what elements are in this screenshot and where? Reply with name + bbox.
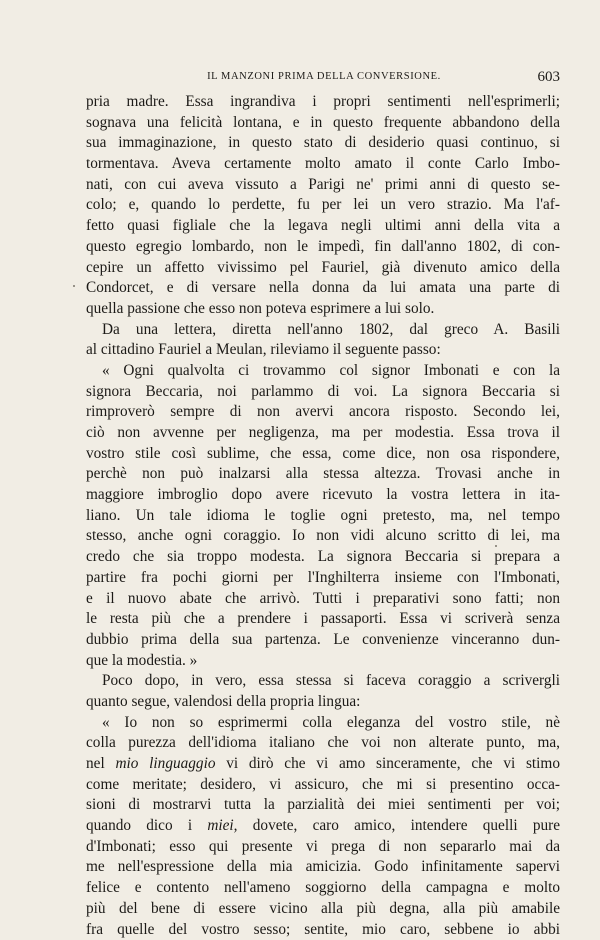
- emphasis-text: mio linguaggio: [115, 755, 215, 772]
- text-line: stesso, anche ogni coraggio. Io non vidi alcuno scritto di lei, ma: [86, 526, 560, 547]
- text-line: rimproverò sempre di non avervi ancora risposto. Secondo lei,: [86, 402, 560, 423]
- text-fragment: vi dirò che vi amo sinceramente, che vi stimo: [226, 755, 560, 772]
- paper-speck: [495, 545, 497, 547]
- text-fragment: nel: [86, 755, 105, 772]
- text-line: fra quelle del vostro sesso; sentite, mio caro, sebbene io abbi: [86, 920, 560, 940]
- text-line: Poco dopo, in vero, essa stessa si faceva coraggio a scrivergli: [86, 671, 560, 692]
- text-line: sognava una felicità lontana, e in questo frequente abbandono della: [86, 113, 560, 134]
- text-line: d'Imbonati; esso qui presente vi prega di non separarlo mai da: [86, 837, 560, 858]
- text-line: sua immaginazione, in questo stato di desiderio quasi continuo, si: [86, 133, 560, 154]
- text-line: signora Beccaria, noi parlammo di voi. La signora Beccaria si: [86, 382, 560, 403]
- text-line: nati, con cui aveva vissuto a Parigi ne' primi anni di questo se-: [86, 175, 560, 196]
- text-line: le resta più che a prendere i passaporti. Essa vi scriverà senza: [86, 609, 560, 630]
- text-line-mixed: [86, 754, 560, 775]
- text-line: me nell'espressione della mia amicizia. Godo infinitamente sapervi: [86, 857, 560, 878]
- text-line: liano. Un tale idioma le toglie ogni pretesto, ma, nel tempo: [86, 506, 560, 527]
- text-line: al cittadino Fauriel a Meulan, rileviamo il seguente passo:: [86, 340, 560, 361]
- text-line: « Io non so esprimermi colla eleganza del vostro stile, nè: [86, 713, 560, 734]
- text-line: que la modestia. »: [86, 651, 560, 672]
- text-line: colo; e, quando lo perdette, fu per lei un vero strazio. Ma l'af-: [86, 195, 560, 216]
- text-line: sioni di mostrarvi tutta la parzialità dei miei sentimenti per voi;: [86, 795, 560, 816]
- text-line: vostro stile così sublime, che essa, come dice, non osa rispondere,: [86, 444, 560, 465]
- text-line: credo che sia troppo modesta. La signora Beccaria si prepara a: [86, 547, 560, 568]
- text-fragment: quando dico i: [86, 817, 192, 834]
- running-title: IL MANZONI PRIMA DELLA CONVERSIONE.: [88, 71, 560, 82]
- emphasis-text: miei,: [207, 817, 237, 834]
- text-line: perchè non può inalzarsi alla stessa altezza. Trovasi anche in: [86, 464, 560, 485]
- text-line: e il nuovo abate che arrivò. Tutti i preparativi sono fatti; non: [86, 589, 560, 610]
- text-line: cepire un affetto vivissimo pel Fauriel, già divenuto amico della: [86, 258, 560, 279]
- text-line: dubbio prima della sua partenza. Le convenienze vinceranno dun-: [86, 630, 560, 651]
- text-line: « Ogni qualvolta ci trovammo col signor Imbonati e con la: [86, 361, 560, 382]
- text-line: Condorcet, e di versare nella donna da lui amata una parte di: [86, 278, 560, 299]
- text-line: ciò non avvenne per negligenza, ma per modestia. Essa trova il: [86, 423, 560, 444]
- text-line: colla purezza dell'idioma italiano che voi non alterate punto, ma,: [86, 733, 560, 754]
- text-line-mixed: [86, 816, 560, 837]
- text-line: pria madre. Essa ingrandiva i propri sentimenti nell'esprimerli;: [86, 92, 560, 113]
- text-line: tormentava. Aveva certamente molto amato il conte Carlo Imbo-: [86, 154, 560, 175]
- text-line: quanto segue, valendosi della propria lingua:: [86, 692, 560, 713]
- text-line: più del bene di essere vicino alla più degna, alla più amabile: [86, 899, 560, 920]
- text-line: maggiore imbroglio dopo avere ricevuto la vostra lettera in ita-: [86, 485, 560, 506]
- body-text: [86, 92, 560, 940]
- text-line: felice e contento nell'ameno soggiorno della campagna e molto: [86, 878, 560, 899]
- paper-speck: [73, 285, 75, 287]
- text-line: questo egregio lombardo, non le impedì, fin dall'anno 1802, di con-: [86, 237, 560, 258]
- text-line: Da una lettera, diretta nell'anno 1802, dal greco A. Basili: [86, 320, 560, 341]
- text-fragment: dovete, caro amico, intendere quelli pure: [253, 817, 560, 834]
- text-line: fetto quasi figliale che la legava negli ultimi anni della vita a: [86, 216, 560, 237]
- text-line: quella passione che esso non poteva esprimere a lui solo.: [86, 299, 560, 320]
- page-number: 603: [538, 69, 561, 86]
- text-line: come meritate; desidero, vi assicuro, che mi si presentino occa-: [86, 775, 560, 796]
- page-header: [88, 71, 560, 93]
- text-line: partire fra pochi giorni per l'Inghilterra insieme con l'Imbonati,: [86, 568, 560, 589]
